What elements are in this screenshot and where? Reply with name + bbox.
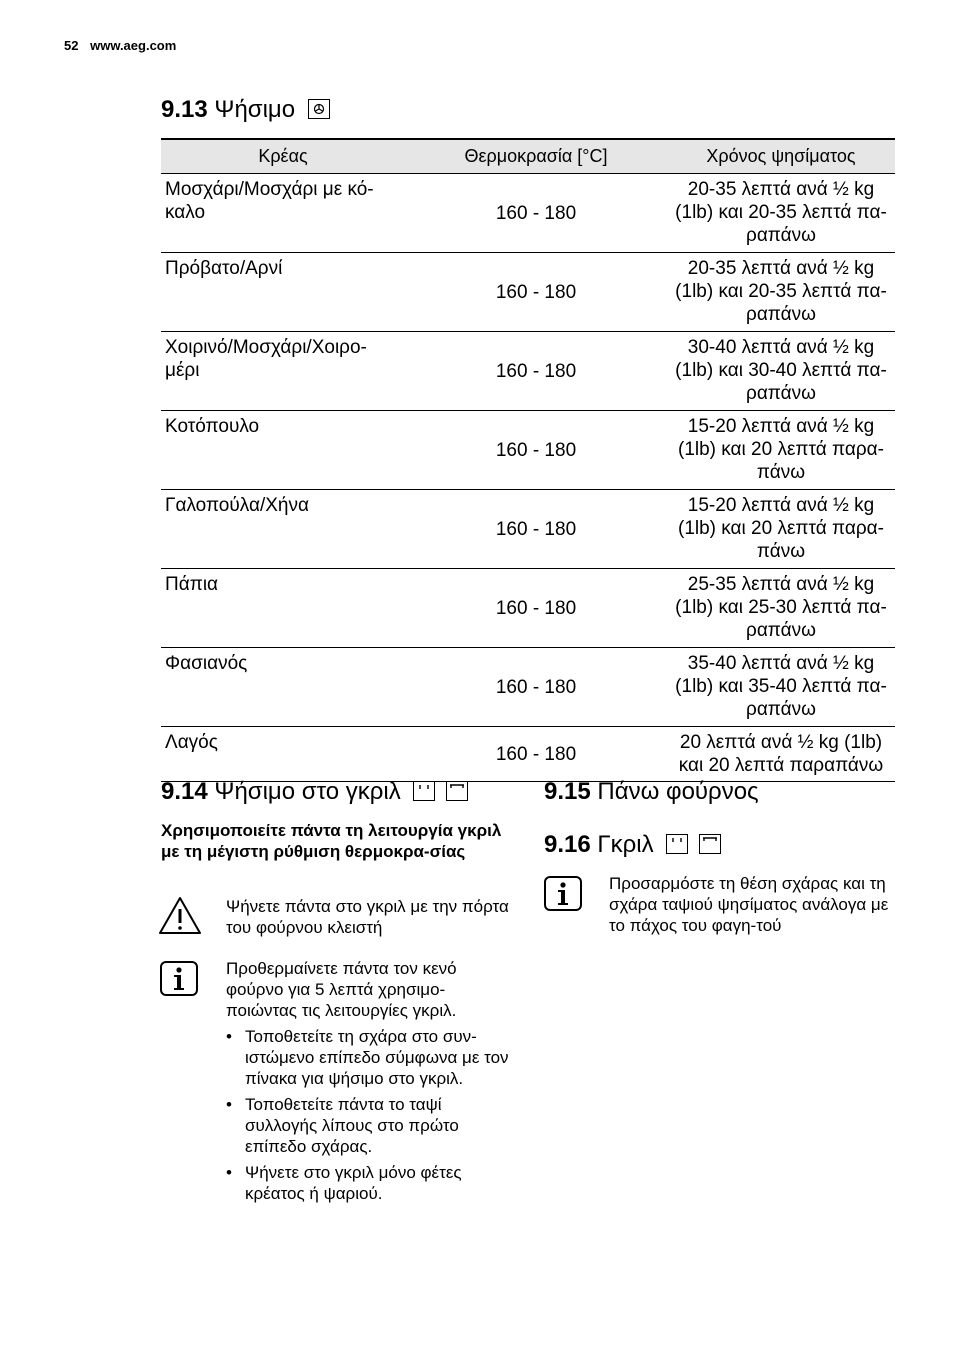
column-header-temperature: Θερμοκρασία [°C] — [405, 139, 667, 174]
temperature-cell: 160 - 180 — [405, 727, 667, 782]
time-cell: 20-35 λεπτά ανά ½ kg (1lb) και 20-35 λεπτά πα-ραπάνω — [667, 174, 895, 253]
table-row — [161, 332, 895, 411]
table-row — [161, 174, 895, 253]
info-text: Προθερμαίνετε πάντα τον κενό φούρνο για 5 λεπτά χρησιμο-ποιώντας τις λειτουργίες γκριλ. — [226, 959, 457, 1020]
temperature-cell: 160 - 180 — [405, 411, 667, 490]
time-cell: 15-20 λεπτά ανά ½ kg (1lb) και 20 λεπτά παρα-πάνω — [667, 490, 895, 569]
section-number: 9.13 — [161, 96, 208, 123]
time-cell: 20-35 λεπτά ανά ½ kg (1lb) και 20-35 λεπτά πα-ραπάνω — [667, 253, 895, 332]
time-cell: 15-20 λεπτά ανά ½ kg (1lb) και 20 λεπτά παρα-πάνω — [667, 411, 895, 490]
section-number: 9.16 — [544, 831, 591, 858]
meat-cell: Χοιρινό/Μοσχάρι/Χοιρο-μέρι — [161, 332, 405, 411]
meat-cell: Γαλοπούλα/Χήνα — [161, 490, 405, 569]
table-row — [161, 411, 895, 490]
temperature-cell: 160 - 180 — [405, 174, 667, 253]
time-cell: 35-40 λεπτά ανά ½ kg (1lb) και 35-40 λεπτά πα-ραπάνω — [667, 648, 895, 727]
time-cell: 20 λεπτά ανά ½ kg (1lb) και 20 λεπτά παραπάνω — [667, 727, 895, 782]
meat-cell: Κοτόπουλο — [161, 411, 405, 490]
meat-cell: Μοσχάρι/Μοσχάρι με κό-καλο — [161, 174, 405, 253]
small-grill-icon — [413, 781, 435, 801]
section-title: Ψήσιμο στο γκριλ — [214, 778, 401, 805]
fan-oven-icon — [308, 99, 330, 119]
list-item: • Ψήνετε στο γκριλ μόνο φέτες κρέατος ή ψαριού. — [226, 1162, 516, 1204]
page-header — [64, 38, 176, 53]
time-cell: 30-40 λεπτά ανά ½ kg (1lb) και 30-40 λεπτά πα-ραπάνω — [667, 332, 895, 411]
temperature-cell: 160 - 180 — [405, 569, 667, 648]
list-item: • Τοποθετείτε πάντα το ταψί συλλογής λίπους στο πρώτο επίπεδο σχάρας. — [226, 1094, 516, 1157]
grill-max-temperature-note: Χρησιμοποιείτε πάντα τη λειτουργία γκριλ με τη μέγιστη ρύθμιση θερμοκρα-σίας — [161, 821, 502, 861]
table-row — [161, 648, 895, 727]
column-header-meat: Κρέας — [161, 139, 405, 174]
time-cell: 25-35 λεπτά ανά ½ kg (1lb) και 25-30 λεπτά πα-ραπάνω — [667, 569, 895, 648]
list-item: • Τοποθετείτε τη σχάρα στο συν-ιστώμενο επίπεδο σύμφωνα με τον πίνακα για ψήσιμο στο γκριλ. — [226, 1026, 516, 1089]
temperature-cell: 160 - 180 — [405, 253, 667, 332]
table-header-row — [161, 139, 895, 174]
section-number: 9.14 — [161, 778, 208, 805]
roasting-table — [161, 138, 895, 782]
table-row — [161, 490, 895, 569]
meat-cell: Πάπια — [161, 569, 405, 648]
section-9-14-heading — [161, 778, 468, 806]
warning-icon — [158, 896, 202, 936]
info-text: Προσαρμόστε τη θέση σχάρας και τη σχάρα ταψιού ψησίματος ανάλογα με το πάχος του φαγη-τού — [609, 874, 889, 935]
grill-instructions-list — [226, 1026, 516, 1209]
section-9-13-heading — [161, 96, 330, 124]
info-icon — [160, 961, 198, 996]
section-9-16-heading — [544, 831, 721, 859]
temperature-cell: 160 - 180 — [405, 490, 667, 569]
section-9-15-heading — [544, 778, 759, 806]
section-title: Πάνω φούρνος — [597, 778, 759, 805]
info-icon — [544, 876, 582, 911]
full-grill-icon — [699, 834, 721, 854]
warning-text: Ψήνετε πάντα στο γκριλ με την πόρτα του φούρνου κλειστή — [226, 897, 509, 937]
table-row — [161, 569, 895, 648]
small-grill-icon — [666, 834, 688, 854]
meat-cell: Λαγός — [161, 727, 405, 782]
table-row — [161, 253, 895, 332]
section-title: Ψήσιμο — [214, 96, 296, 123]
section-title: Γκριλ — [597, 831, 654, 858]
full-grill-icon — [446, 781, 468, 801]
column-header-time: Χρόνος ψησίματος — [667, 139, 895, 174]
meat-cell: Πρόβατο/Αρνί — [161, 253, 405, 332]
table-row — [161, 727, 895, 782]
website-url: www.aeg.com — [90, 38, 177, 53]
temperature-cell: 160 - 180 — [405, 648, 667, 727]
meat-cell: Φασιανός — [161, 648, 405, 727]
section-number: 9.15 — [544, 778, 591, 805]
page-number: 52 — [64, 38, 79, 53]
temperature-cell: 160 - 180 — [405, 332, 667, 411]
